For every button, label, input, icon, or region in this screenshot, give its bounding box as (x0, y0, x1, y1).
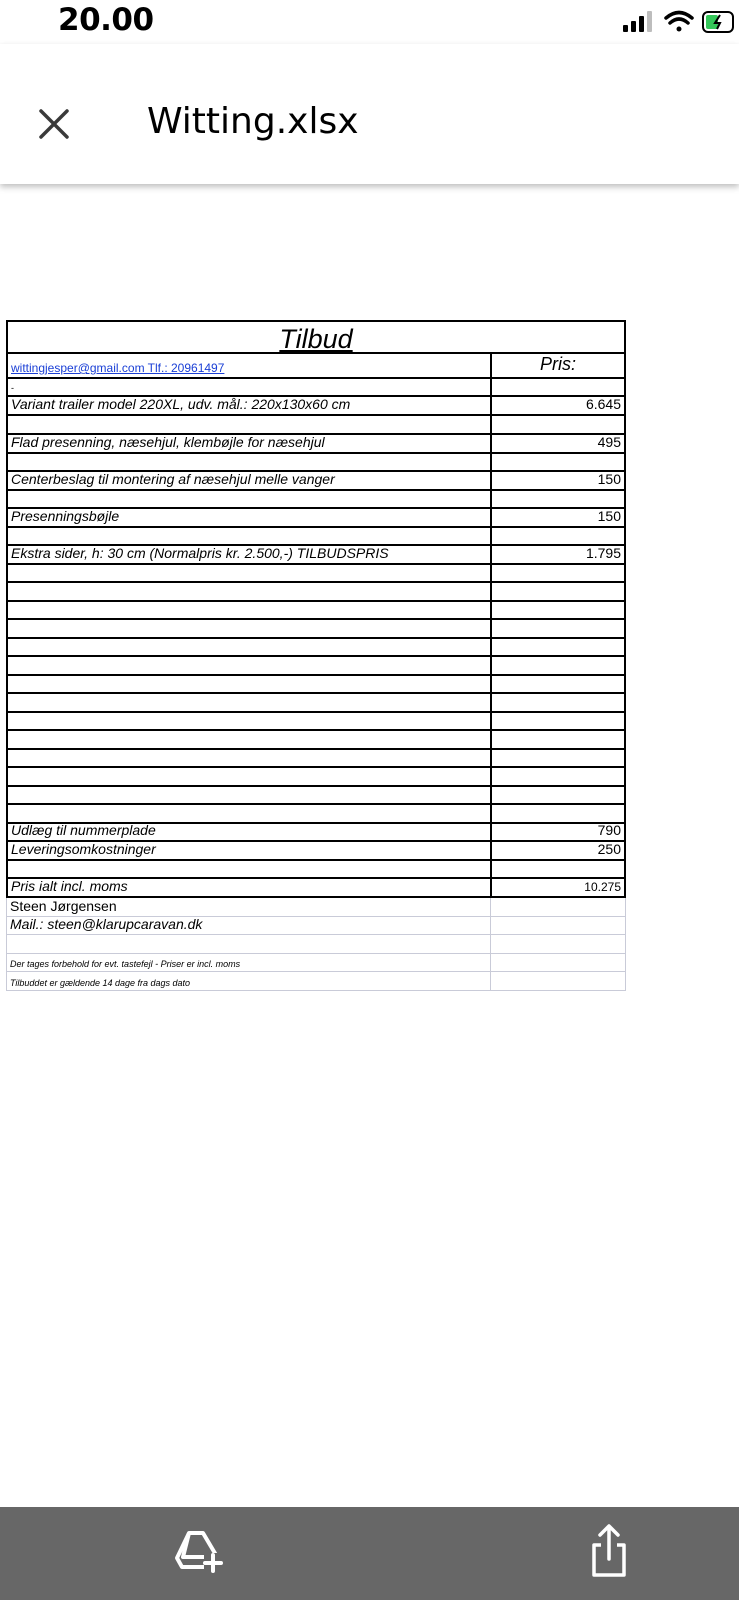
add-to-drive-icon[interactable] (174, 1525, 224, 1575)
item-price: 150 (597, 471, 621, 487)
item-desc: Variant trailer model 220XL, udv. mål.: 220x130x60 cm (11, 396, 351, 412)
table-row (6, 509, 626, 528)
table-row (6, 657, 626, 676)
delivery-price: 250 (597, 841, 621, 857)
signal-icon (623, 11, 652, 32)
table-row (6, 694, 626, 713)
plate-price: 790 (597, 822, 621, 838)
table-row (6, 546, 626, 565)
table-row (6, 861, 626, 879)
status-bar (0, 0, 739, 44)
table-row (6, 842, 626, 861)
close-icon[interactable] (36, 106, 72, 142)
contact-row (6, 354, 626, 379)
file-title: Witting.xlsx (147, 101, 359, 142)
item-desc: Presenningsbøjle (11, 508, 120, 524)
table-row (6, 565, 626, 583)
dash-cell: - (11, 383, 14, 393)
table-row (6, 935, 626, 954)
dash-row (6, 379, 626, 397)
seller-mail: Mail.: steen@klarupcaravan.dk (10, 916, 203, 932)
table-row (6, 435, 626, 454)
table-row (6, 898, 626, 917)
share-icon[interactable] (584, 1521, 634, 1581)
item-price: 150 (597, 508, 621, 524)
table-row (6, 768, 626, 787)
note-2: Tilbuddet er gældende 14 dage fra dags dato (10, 978, 191, 988)
total-price: 10.275 (584, 880, 621, 894)
table-row (6, 787, 626, 805)
delivery-desc: Leveringsomkostninger (11, 841, 156, 857)
item-desc: Flad presenning, næsehjul, klembøjle for næsehjul (11, 434, 325, 450)
table-row (6, 824, 626, 842)
price-header: Pris: (540, 354, 576, 374)
plate-desc: Udlæg til nummerplade (11, 822, 156, 838)
table-row (6, 397, 626, 416)
wifi-icon (666, 13, 692, 32)
table-row (6, 639, 626, 657)
table-row (6, 750, 626, 768)
item-desc: Ekstra sider, h: 30 cm (Normalpris kr. 2.500,-) TILBUDSPRIS (11, 545, 389, 561)
table-row (6, 416, 626, 435)
table-row (6, 731, 626, 750)
total-row (6, 879, 626, 898)
table-row (6, 602, 626, 620)
status-time: 20.00 (58, 2, 154, 38)
sheet-title-row (6, 320, 626, 354)
table-row (6, 491, 626, 509)
app-header (0, 44, 739, 184)
table-row (6, 917, 626, 935)
battery-icon (703, 12, 733, 32)
table-row (6, 676, 626, 694)
item-price: 495 (597, 434, 621, 450)
status-icons (619, 8, 739, 36)
item-price: 6.645 (585, 396, 621, 412)
bottom-toolbar (0, 1507, 739, 1600)
table-row (6, 972, 626, 991)
table-row (6, 454, 626, 472)
table-row (6, 528, 626, 546)
item-price: 1.795 (585, 545, 621, 561)
table-row (6, 583, 626, 602)
table-row (6, 713, 626, 731)
table-row (6, 954, 626, 972)
item-desc: Centerbeslag til montering af næsehjul melle vanger (11, 471, 335, 487)
table-row (6, 472, 626, 491)
contact-link[interactable]: wittingjesper@gmail.com Tlf.: 20961497 (11, 361, 225, 375)
total-desc: Pris ialt incl. moms (11, 878, 128, 894)
table-row (6, 620, 626, 639)
note-1: Der tages forbehold for evt. tastefejl - Priser er incl. moms (10, 959, 241, 969)
sheet-title: Tilbud (279, 324, 353, 354)
seller-name: Steen Jørgensen (10, 898, 117, 914)
